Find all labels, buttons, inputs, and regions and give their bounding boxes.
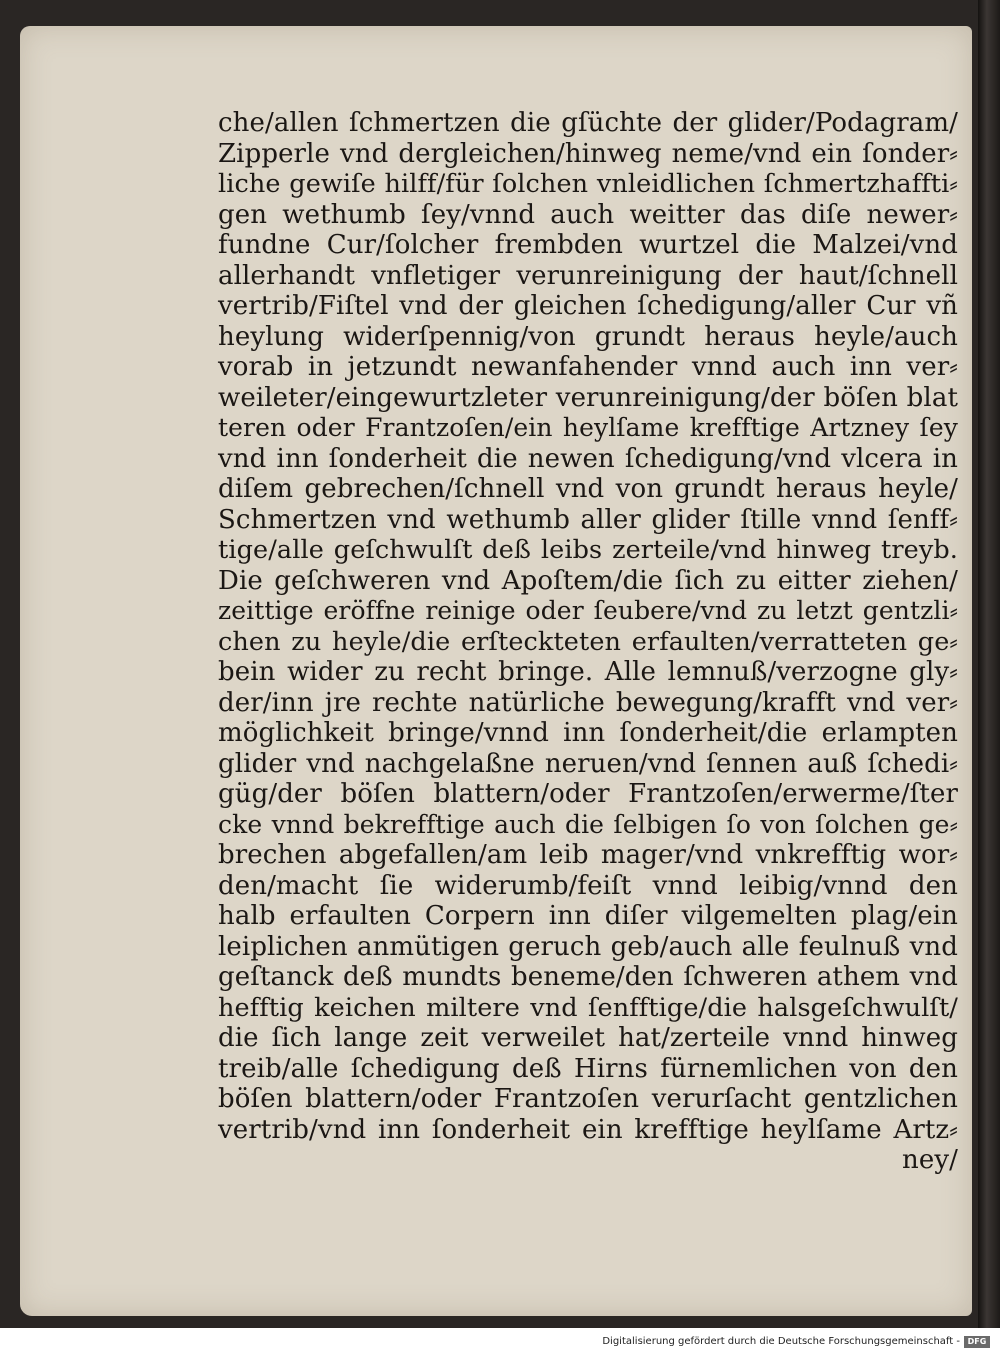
text-line: leiplichen anmütigen geruch geb/auch alle feulnuß vnd bbox=[218, 931, 958, 962]
text-line: vnd inn ſonderheit die newen ſchedigung/vnd vlcera in bbox=[218, 443, 958, 474]
text-line: gen wethumb ſey/vnnd auch weitter das diſe newer⸗ bbox=[218, 199, 958, 230]
text-line: den/macht ſie widerumb/feiſt vnnd leibig/vnnd den bbox=[218, 870, 958, 901]
book-page bbox=[20, 26, 972, 1316]
text-line: weileter/eingewurtzleter verunreinigung/der böſen blat bbox=[218, 382, 958, 413]
text-line: ney/ bbox=[902, 1145, 958, 1175]
text-line: brechen abgefallen/am leib mager/vnd vnkrefftig wor⸗ bbox=[218, 840, 958, 870]
text-line: Schmertzen vnd wethumb aller glider ſtille vnnd ſenff⸗ bbox=[218, 504, 958, 535]
text-line: vertrib/Fiſtel vnd der gleichen ſchedigung/aller Cur vñ bbox=[218, 291, 958, 321]
text-line: vorab in jetzundt newanfahender vnnd auch inn ver⸗ bbox=[218, 352, 958, 382]
text-line: güg/der böſen blattern/oder Frantzoſen/erwerme/ſter bbox=[218, 779, 958, 809]
text-line: vertrib/vnd inn ſonderheit ein krefftige heylſame Artz⸗ bbox=[218, 1114, 958, 1145]
footer-credit: Digitalisierung gefördert durch die Deutsche Forschungsgemeinschaft - bbox=[602, 1336, 960, 1347]
text-line: cke vnnd bekrefftige auch die ſelbigen ſo von ſolchen ge⸗ bbox=[218, 809, 958, 839]
text-line: Zipperle vnd dergleichen/hinweg neme/vnd ein ſonder⸗ bbox=[218, 138, 958, 169]
text-line: böſen blattern/oder Frantzoſen verurſacht gentzlichen bbox=[218, 1084, 958, 1114]
text-line: bein wider zu recht bringe. Alle lemnuß/verzogne gly⸗ bbox=[218, 657, 958, 687]
text-line: diſem gebrechen/ſchnell vnd von grundt heraus heyle/ bbox=[218, 474, 958, 504]
text-line: geſtanck deß mundts beneme/den ſchweren athem vnd bbox=[218, 962, 958, 992]
text-line: Die geſchweren vnd Apoſtem/die ſich zu eitter ziehen/ bbox=[218, 565, 958, 596]
text-line: tige/alle geſchwulſt deß leibs zerteile/vnd hinweg treyb. bbox=[218, 535, 958, 565]
text-block bbox=[218, 108, 958, 1176]
text-line: allerhandt vnfletiger verunreinigung der haut/ſchnell bbox=[218, 260, 958, 291]
text-line: fundne Cur/ſolcher frembden wurtzel die Malzei/vnd bbox=[218, 230, 958, 260]
text-line: zeittige eröffne reinige oder ſeubere/vnd zu letzt gentzli⸗ bbox=[218, 596, 958, 625]
text-line: liche gewiſe hilff/für ſolchen vnleidlichen ſchmertzhaffti⸗ bbox=[218, 169, 958, 199]
dfg-logo: DFG bbox=[964, 1336, 990, 1348]
text-line: die ſich lange zeit verweilet hat/zerteile vnnd hinweg bbox=[218, 1023, 958, 1053]
text-line: möglichkeit bringe/vnnd inn ſonderheit/die erlampten bbox=[218, 718, 958, 748]
book-edge bbox=[978, 0, 1000, 1328]
text-line: halb erfaulten Corpern inn diſer vilgemelten plag/ein bbox=[218, 901, 958, 931]
text-line: glider vnd nachgelaßne neruen/vnd ſennen auß ſchedi⸗ bbox=[218, 748, 958, 779]
text-line: chen zu heyle/die erſteckteten erfaulten/verratteten ge⸗ bbox=[218, 626, 958, 657]
text-line: heylung widerſpennig/von grundt heraus heyle/auch bbox=[218, 321, 958, 352]
text-line: hefftig keichen miltere vnd ſenfftige/die halsgeſchwulſt/ bbox=[218, 992, 958, 1023]
text-line: teren oder Frantzoſen/ein heylſame krefftige Artzney ſey bbox=[218, 413, 958, 442]
text-line: che/allen ſchmertzen die gſüchte der glider/Podagram/ bbox=[218, 108, 958, 138]
text-line: der/inn jre rechte natürliche bewegung/krafft vnd ver⸗ bbox=[218, 687, 958, 718]
footer-bar bbox=[0, 1328, 1000, 1354]
text-line: treib/alle ſchedigung deß Hirns fürnemlichen von den bbox=[218, 1053, 958, 1084]
